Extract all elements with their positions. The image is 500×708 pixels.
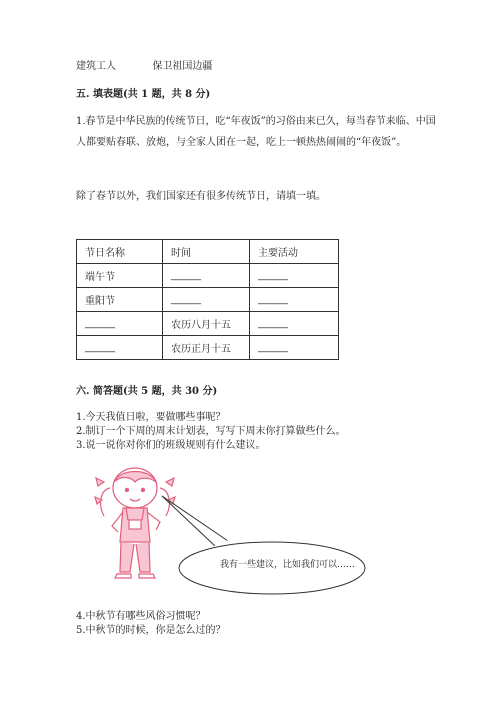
table-cell: 农历八月十五 [163, 312, 250, 336]
question-list-bottom [76, 610, 226, 638]
top-line-left: 建筑工人 [76, 61, 116, 72]
table-row [77, 264, 339, 288]
speech-bubble [160, 494, 370, 599]
section5-paragraph: 1.春节是中华民族的传统节日，吃“年夜饭”的习俗由来已久，每当春节来临、中国人都要贴春联、放炮，与全家人团在一起，吃上一顿热热闹闹的“年夜饭”。 [76, 116, 436, 148]
question-item: 4.中秋节有哪些风俗习惯呢？ [76, 611, 206, 622]
question-item: 5.中秋节的时候，你是怎么过的？ [76, 625, 226, 636]
table-cell: ______ [250, 264, 339, 288]
table-cell: 重阳节 [77, 288, 163, 312]
top-line [76, 57, 212, 77]
table-cell: 农历正月十五 [163, 336, 250, 360]
question-item: 2.制订一个下周的周末计划表，写写下周末你打算做些什么。 [76, 426, 346, 437]
table-cell: ______ [163, 288, 250, 312]
table-cell: ______ [250, 312, 339, 336]
festival-table [76, 239, 339, 360]
table-cell: ______ [250, 336, 339, 360]
speech-bubble-text: 我有一些建议，比如我们可以…… [220, 560, 356, 570]
table-row [77, 336, 339, 360]
table-header-cell: 时间 [163, 240, 250, 264]
section6-heading: 六. 简答题(共 5 题，共 30 分) [76, 386, 218, 397]
section5-heading: 五. 填表题(共 1 题，共 8 分) [76, 89, 211, 100]
table-cell: 端午节 [77, 264, 163, 288]
top-line-right: 保卫祖国边疆 [152, 61, 213, 72]
section5-instruction: 除了春节以外，我们国家还有很多传统节日，请填一填。 [76, 191, 326, 202]
table-header-cell: 节日名称 [77, 240, 163, 264]
question-item: 3.说一说你对你们的班级规则有什么建议。 [76, 440, 266, 451]
table-cell: ______ [163, 264, 250, 288]
table-header-row [77, 240, 339, 264]
table-cell: ______ [77, 312, 163, 336]
table-cell: ______ [250, 288, 339, 312]
question-item: 1.今天我值日啦，要做哪些事呢？ [76, 412, 226, 423]
table-row [77, 288, 339, 312]
question-list-top [76, 411, 346, 453]
table-header-cell: 主要活动 [250, 240, 339, 264]
table-cell: ______ [77, 336, 163, 360]
table-row [77, 312, 339, 336]
